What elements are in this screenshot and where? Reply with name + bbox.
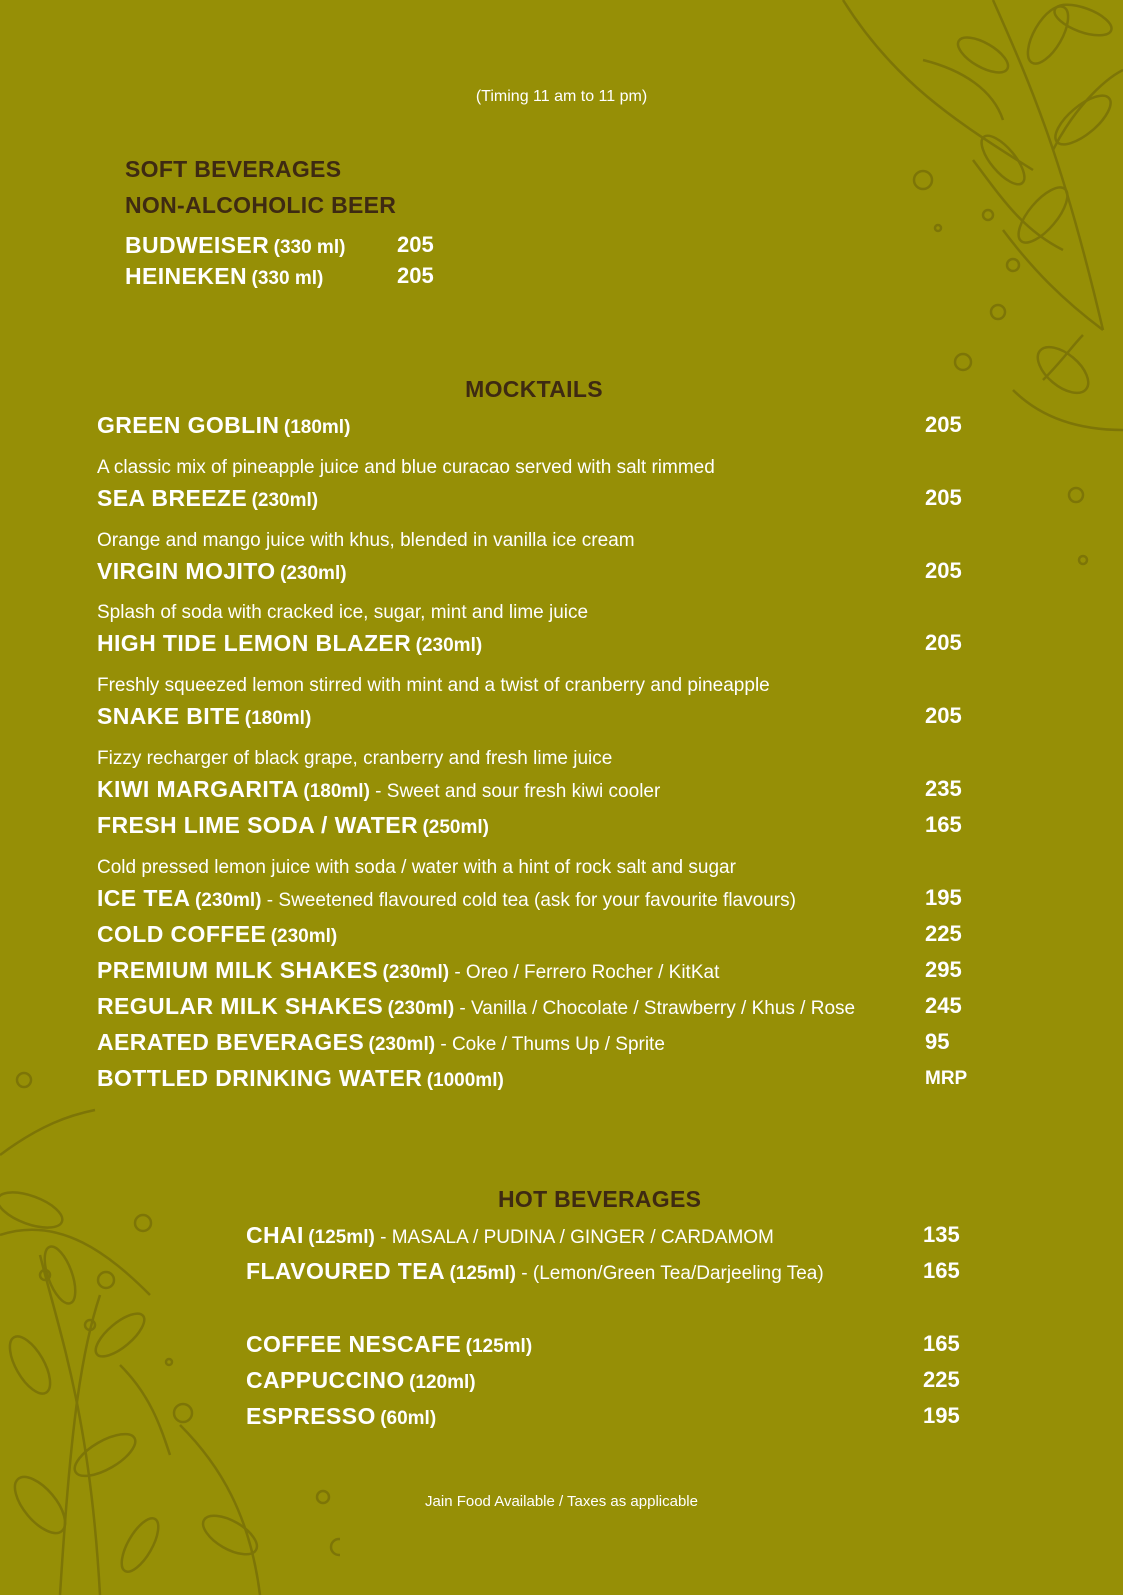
menu-item <box>97 993 977 1023</box>
item-description: A classic mix of pineapple juice and blue curacao served with salt rimmed <box>97 457 715 478</box>
item-price: 165 <box>923 1331 960 1356</box>
item-name: SEA BREEZE <box>97 485 248 511</box>
item-name: KIWI MARGARITA <box>97 776 299 802</box>
item-name: CAPPUCCINO <box>246 1367 405 1393</box>
item-name: PREMIUM MILK SHAKES <box>97 957 379 983</box>
menu-item <box>246 1258 986 1288</box>
item-description: Fizzy recharger of black grape, cranberry and fresh lime juice <box>97 748 613 769</box>
item-name: HIGH TIDE LEMON BLAZER <box>97 630 412 656</box>
menu-item <box>246 1367 986 1397</box>
menu-item <box>97 885 977 915</box>
item-price: 195 <box>925 885 962 910</box>
item-price: 205 <box>397 263 434 288</box>
item-name: FLAVOURED TEA <box>246 1258 445 1284</box>
item-name: SNAKE BITE <box>97 703 241 729</box>
item-name: FRESH LIME SODA / WATER <box>97 812 418 838</box>
foliage-bottom-left-decoration <box>0 1035 340 1595</box>
menu-item <box>125 232 434 262</box>
item-note: - Coke / Thums Up / Sprite <box>435 1034 665 1055</box>
menu-item <box>97 558 977 588</box>
item-note: - MASALA / PUDINA / GINGER / CARDAMOM <box>374 1227 774 1248</box>
item-price: 295 <box>925 957 962 982</box>
item-price: 205 <box>925 630 962 655</box>
item-description: Splash of soda with cracked ice, sugar, mint and lime juice <box>97 602 589 623</box>
item-note: - Oreo / Ferrero Rocher / KitKat <box>449 962 720 983</box>
item-volume: (60ml) <box>380 1408 437 1429</box>
menu-item <box>97 812 977 842</box>
item-volume: (230ml) <box>280 563 347 584</box>
item-price: 245 <box>925 993 962 1018</box>
menu-item <box>97 412 977 442</box>
item-price: 235 <box>925 776 962 801</box>
menu-item <box>125 263 434 293</box>
item-volume: (1000ml) <box>426 1070 504 1091</box>
menu-item <box>97 921 977 951</box>
item-price: 225 <box>923 1367 960 1392</box>
item-description: Orange and mango juice with khus, blended in vanilla ice cream <box>97 530 635 551</box>
item-name: VIRGIN MOJITO <box>97 558 276 584</box>
item-price: 205 <box>925 703 962 728</box>
item-volume: (230ml) <box>368 1034 436 1055</box>
item-name: BUDWEISER <box>125 232 270 258</box>
menu-item <box>97 957 977 987</box>
item-price: 165 <box>923 1258 960 1283</box>
menu-item <box>97 1029 977 1059</box>
item-volume: (180ml) <box>283 417 351 438</box>
item-volume: (230ml) <box>415 635 483 656</box>
item-name: COFFEE NESCAFE <box>246 1331 462 1357</box>
non-alcoholic-beer-heading: NON-ALCOHOLIC BEER <box>125 192 397 218</box>
item-name: ESPRESSO <box>246 1403 376 1429</box>
footer-note: Jain Food Available / Taxes as applicable <box>425 1493 698 1510</box>
item-volume: (125ml) <box>465 1336 533 1357</box>
opening-hours: (Timing 11 am to 11 pm) <box>475 88 648 105</box>
item-price: 195 <box>923 1403 960 1428</box>
item-volume: (230ml) <box>251 490 319 511</box>
item-volume: (330 ml) <box>273 237 346 258</box>
item-name: CHAI <box>246 1222 304 1248</box>
menu-item <box>246 1403 986 1433</box>
item-price: 205 <box>925 558 962 583</box>
item-price: MRP <box>925 1068 968 1089</box>
item-price: 205 <box>925 485 962 510</box>
item-volume: (230ml) <box>194 890 262 911</box>
item-name: GREEN GOBLIN <box>97 412 280 438</box>
item-volume: (125ml) <box>308 1227 375 1248</box>
menu-item <box>97 1065 977 1095</box>
item-name: BOTTLED DRINKING WATER <box>97 1065 423 1091</box>
item-price: 135 <box>923 1222 960 1247</box>
item-note: - Sweetened flavoured cold tea (ask for your favourite flavours) <box>261 890 796 911</box>
menu-item <box>246 1331 986 1361</box>
item-note: - Vanilla / Chocolate / Strawberry / Khus / Rose <box>454 998 856 1019</box>
item-volume: (230ml) <box>387 998 455 1019</box>
item-description: Cold pressed lemon juice with soda / water with a hint of rock salt and sugar <box>97 857 736 878</box>
menu-item <box>97 485 977 515</box>
item-volume: (180ml) <box>303 781 370 802</box>
menu-item <box>97 776 977 806</box>
hot-beverages-heading: HOT BEVERAGES <box>498 1186 702 1212</box>
item-volume: (180ml) <box>244 708 312 729</box>
soft-beverages-heading: SOFT BEVERAGES <box>125 156 342 182</box>
item-name: COLD COFFEE <box>97 921 267 947</box>
item-price: 165 <box>925 812 962 837</box>
item-volume: (330 ml) <box>251 268 324 289</box>
item-volume: (230ml) <box>382 962 450 983</box>
item-volume: (230ml) <box>270 926 338 947</box>
item-name: HEINEKEN <box>125 263 248 289</box>
item-price: 205 <box>925 412 962 437</box>
item-description: Freshly squeezed lemon stirred with mint and a twist of cranberry and pineapple <box>97 675 770 696</box>
item-note: - (Lemon/Green Tea/Darjeeling Tea) <box>515 1263 824 1284</box>
item-name: AERATED BEVERAGES <box>97 1029 365 1055</box>
item-name: REGULAR MILK SHAKES <box>97 993 384 1019</box>
item-price: 95 <box>925 1029 950 1054</box>
item-price: 225 <box>925 921 962 946</box>
menu-item <box>97 630 977 660</box>
item-note: - Sweet and sour fresh kiwi cooler <box>369 781 661 802</box>
mocktails-heading: MOCKTAILS <box>465 376 603 402</box>
menu-item <box>246 1222 986 1252</box>
item-volume: (125ml) <box>449 1263 516 1284</box>
menu-item <box>97 703 977 733</box>
item-volume: (120ml) <box>409 1372 476 1393</box>
item-price: 205 <box>397 232 434 257</box>
item-name: ICE TEA <box>97 885 191 911</box>
item-volume: (250ml) <box>422 817 489 838</box>
